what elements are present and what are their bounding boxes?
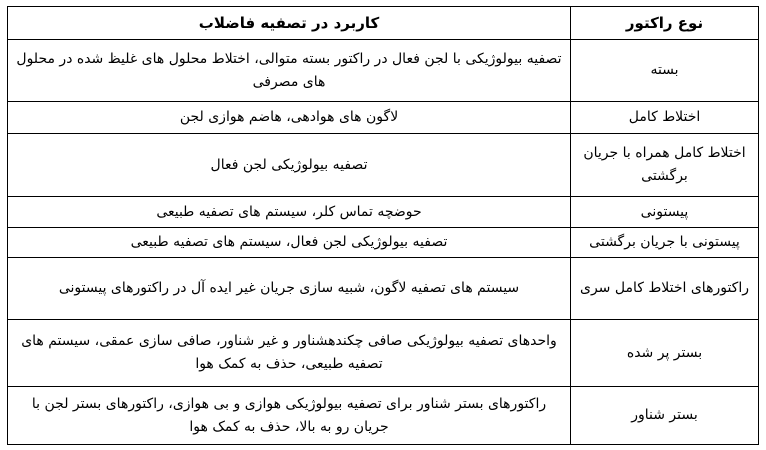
reactor-type-cell: بسته — [571, 40, 759, 102]
header-row — [8, 7, 759, 40]
table-row — [8, 387, 759, 445]
application-cell: لاگون های هوادهی، هاضم هوازی لجن — [8, 102, 571, 134]
reactor-type-cell: بستر پر شده — [571, 320, 759, 387]
table-row — [8, 102, 759, 134]
table-row — [8, 258, 759, 320]
reactor-type-cell: پیستونی با جریان برگشتی — [571, 228, 759, 258]
reactor-type-cell: راکتورهای اختلاط کامل سری — [571, 258, 759, 320]
application-cell: واحدهای تصفیه بیولوژیکی صافی چکندهشناور و غیر شناور، صافی سازی عمقی، سیستم های تصفیه طبیعی، حذف به کمک هوا — [8, 320, 571, 387]
application-cell: تصفیه بیولوژیکی لجن فعال — [8, 134, 571, 197]
application-cell: سیستم های تصفیه لاگون، شبیه سازی جریان غیر ایده آل در راکتورهای پیستونی — [8, 258, 571, 320]
table-row — [8, 40, 759, 102]
table-row — [8, 134, 759, 197]
table-header — [8, 7, 759, 40]
table-row — [8, 320, 759, 387]
reactor-applications-table — [7, 6, 759, 445]
reactor-type-cell: بستر شناور — [571, 387, 759, 445]
application-cell: تصفیه بیولوژیکی لجن فعال، سیستم های تصفیه طبیعی — [8, 228, 571, 258]
application-cell: تصفیه بیولوژیکی با لجن فعال در راکتور بسته متوالی، اختلاط محلول های غلیظ شده در محلول های مصرفی — [8, 40, 571, 102]
header-application: کاربرد در تصفیه فاضلاب — [8, 7, 571, 40]
reactor-type-cell: پیستونی — [571, 197, 759, 228]
header-reactor-type: نوع راکتور — [571, 7, 759, 40]
application-cell: راکتورهای بستر شناور برای تصفیه بیولوژیکی هوازی و بی هوازی، راکتورهای بستر لجن با جریان رو به بالا، حذف به کمک هوا — [8, 387, 571, 445]
reactor-type-cell: اختلاط کامل همراه با جریان برگشتی — [571, 134, 759, 197]
application-cell: حوضچه تماس کلر، سیستم های تصفیه طبیعی — [8, 197, 571, 228]
table-row — [8, 228, 759, 258]
table-body — [8, 40, 759, 445]
reactor-type-cell: اختلاط کامل — [571, 102, 759, 134]
reactor-table-container — [7, 6, 758, 445]
table-row — [8, 197, 759, 228]
